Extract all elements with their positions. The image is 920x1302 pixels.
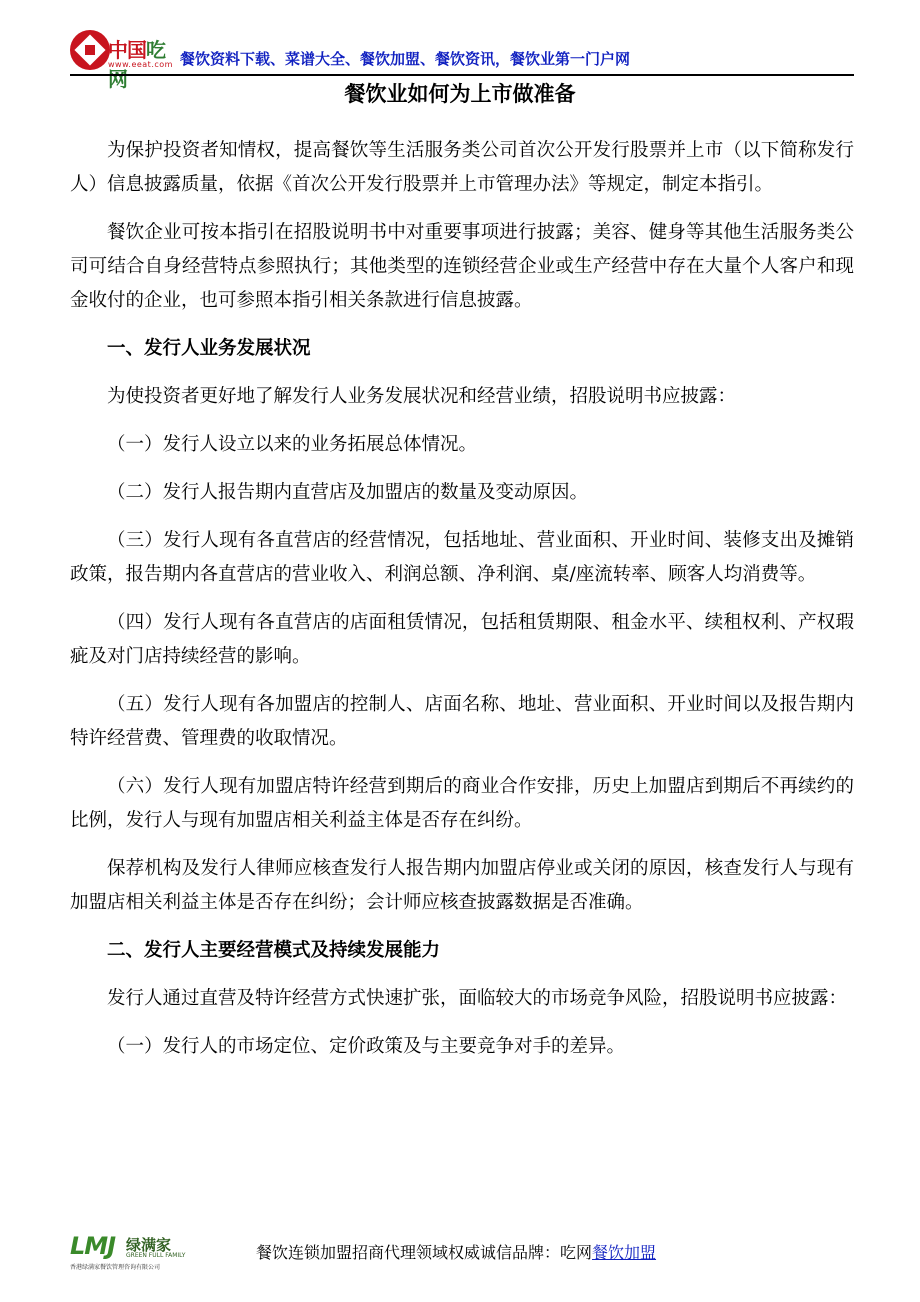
paragraph: 餐饮企业可按本指引在招股说明书中对重要事项进行披露；美容、健身等其他生活服务类公司可结合自身经营特点参照执行；其他类型的连锁经营企业或生产经营中存在大量个人客户和现金收付的企业，也可参照本指引相关条款进行信息披露。 <box>70 222 854 311</box>
paragraph: 发行人通过直营及特许经营方式快速扩张，面临较大的市场竞争风险，招股说明书应披露： <box>107 988 848 1009</box>
section-heading: 一、发行人业务发展状况 <box>107 338 311 359</box>
list-item: （六）发行人现有加盟店特许经营到期后的商业合作安排，历史上加盟店到期后不再续约的比例，发行人与现有加盟店相关利益主体是否存在纠纷。 <box>70 776 854 831</box>
document-title: 餐饮业如何为上市做准备 <box>344 82 576 106</box>
list-item: （一）发行人的市场定位、定价政策及与主要竞争对手的差异。 <box>107 1036 626 1057</box>
footer-text: 餐饮连锁加盟招商代理领域权威诚信品牌：吃网餐饮加盟 <box>256 1243 657 1262</box>
lmj-en: GREEN FULL FAMILY <box>126 1252 186 1259</box>
paragraph: 为使投资者更好地了解发行人业务发展状况和经营业绩，招股说明书应披露： <box>107 386 737 407</box>
section-heading: 二、发行人主要经营模式及持续发展能力 <box>107 940 441 961</box>
document-body <box>70 134 854 1078</box>
footer-link[interactable]: 餐饮加盟 <box>592 1243 657 1262</box>
paragraph: 保荐机构及发行人律师应核查发行人报告期内加盟店停业或关闭的原因，核查发行人与现有加盟店相关利益主体是否存在纠纷；会计师应核查披露数据是否准确。 <box>70 858 854 913</box>
logo-url: www.eeat.com <box>108 60 173 69</box>
page-header <box>70 28 854 91</box>
list-item: （三）发行人现有各直营店的经营情况，包括地址、营业面积、开业时间、装修支出及摊销政策，报告期内各直营店的营业收入、利润总额、净利润、桌/座流转率、顾客人均消费等。 <box>70 530 854 585</box>
header-divider <box>70 74 854 76</box>
lmj-sub: 香港绿满家餐饮管理咨询有限公司 <box>70 1264 161 1271</box>
logo-emblem-icon <box>70 30 110 70</box>
site-logo[interactable] <box>70 28 180 91</box>
lmj-mark: LMJ <box>70 1232 116 1260</box>
paragraph: 为保护投资者知情权，提高餐饮等生活服务类公司首次公开发行股票并上市（以下简称发行人）信息披露质量，依据《首次公开发行股票并上市管理办法》等规定，制定本指引。 <box>70 140 854 195</box>
lmj-logo <box>70 1232 230 1272</box>
list-item: （五）发行人现有各加盟店的控制人、店面名称、地址、营业面积、开业时间以及报告期内特许经营费、管理费的收取情况。 <box>70 694 854 749</box>
header-tagline[interactable]: 餐饮资料下载、菜谱大全、餐饮加盟、餐饮资讯，餐饮业第一门户网 <box>180 50 631 68</box>
page-footer <box>70 1232 854 1272</box>
logo-text: 中国吃网 <box>108 38 165 91</box>
lmj-cn: 绿满家 <box>126 1236 172 1254</box>
list-item: （四）发行人现有各直营店的店面租赁情况，包括租赁期限、租金水平、续租权利、产权瑕疵及对门店持续经营的影响。 <box>70 612 854 667</box>
list-item: （二）发行人报告期内直营店及加盟店的数量及变动原因。 <box>107 482 589 503</box>
list-item: （一）发行人设立以来的业务拓展总体情况。 <box>107 434 478 455</box>
